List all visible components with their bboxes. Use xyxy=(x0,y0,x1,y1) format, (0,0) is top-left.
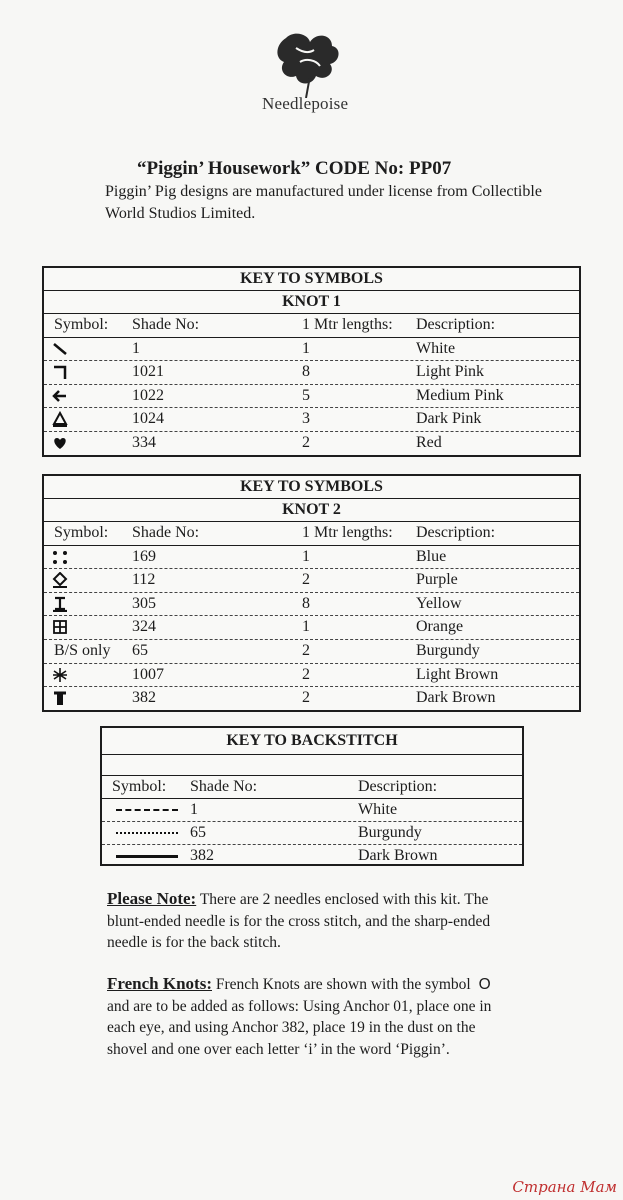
lengths: 8 xyxy=(302,363,310,381)
boxed-plus-icon xyxy=(52,619,68,635)
shade-no: 1 xyxy=(132,339,140,357)
dotted-line-icon xyxy=(116,832,178,834)
shade-no: 1 xyxy=(190,801,198,818)
description: Purple xyxy=(416,571,458,589)
description: White xyxy=(416,339,456,357)
backstitch-heading: KEY TO BACKSTITCH xyxy=(102,728,522,755)
lengths: 2 xyxy=(302,571,310,589)
backstitch-key-table xyxy=(100,726,524,866)
knot1-heading: KEY TO SYMBOLS xyxy=(44,268,579,291)
description: Dark Brown xyxy=(358,847,438,864)
please-note-text: There are 2 needles enclosed with this kit. The blunt-ended needle is for the cross stitch, and the sharp-ended needle is for the back stitch. xyxy=(107,891,491,951)
lengths: 8 xyxy=(302,594,310,612)
corner-hook-icon xyxy=(52,364,68,380)
description: Blue xyxy=(416,547,447,565)
knot1-subheading: KNOT 1 xyxy=(44,291,579,314)
please-note xyxy=(107,888,507,954)
knot2-key-table xyxy=(42,474,581,712)
col-description: Description: xyxy=(416,316,496,333)
knot2-heading: KEY TO SYMBOLS xyxy=(44,476,579,499)
shade-no: 1021 xyxy=(132,363,164,381)
watermark: Страна Мам xyxy=(512,1178,617,1196)
table-row xyxy=(44,616,579,640)
lengths: 1 xyxy=(302,339,310,357)
table-row xyxy=(44,687,579,710)
knot2-column-headers xyxy=(44,522,579,546)
col-symbol: Symbol: xyxy=(54,524,109,541)
french-knots-text-after: and are to be added as follows: Using Anchor 01, place one in each eye, and using Anchor 382, place 19 in the dust on the shovel and one over each letter ‘i’ in the word ‘Piggin’. xyxy=(107,997,492,1058)
t-bar-icon xyxy=(52,690,68,706)
description: Burgundy xyxy=(358,824,422,841)
shade-no: 305 xyxy=(132,594,156,612)
diagonal-stroke-icon xyxy=(52,341,68,357)
col-shade: Shade No: xyxy=(132,524,200,541)
table-row xyxy=(44,546,579,570)
col-shade: Shade No: xyxy=(132,316,200,333)
lengths: 2 xyxy=(302,433,310,451)
col-lengths: 1 Mtr lengths: xyxy=(302,524,393,541)
shade-no: 65 xyxy=(132,641,148,659)
lengths: 1 xyxy=(302,547,310,565)
table-row xyxy=(44,593,579,617)
table-row xyxy=(102,822,522,845)
description: Red xyxy=(416,433,442,451)
col-shade: Shade No: xyxy=(190,778,258,795)
table-row xyxy=(44,664,579,688)
lengths: 2 xyxy=(302,665,310,683)
shade-no: 382 xyxy=(132,689,156,707)
table-row xyxy=(102,845,522,867)
document-title: “Piggin’ Housework” CODE No: PP07 xyxy=(137,158,452,179)
lengths: 3 xyxy=(302,410,310,428)
heart-icon xyxy=(52,435,68,451)
shade-no: 324 xyxy=(132,618,156,636)
shade-no: 1024 xyxy=(132,410,164,428)
description: Dark Brown xyxy=(416,689,496,707)
dashed-line-icon xyxy=(116,809,178,811)
solid-line-icon xyxy=(116,855,178,858)
description: Light Pink xyxy=(416,363,485,381)
knot2-subheading: KNOT 2 xyxy=(44,499,579,522)
col-description: Description: xyxy=(416,524,496,541)
description: White xyxy=(358,801,398,818)
description: Orange xyxy=(416,618,464,636)
asterisk-icon xyxy=(52,667,68,683)
left-arrow-icon xyxy=(52,388,68,404)
brand-name: Needlepoise xyxy=(262,94,349,113)
table-row xyxy=(44,338,579,362)
shade-no: 169 xyxy=(132,547,156,565)
col-symbol: Symbol: xyxy=(112,778,167,795)
backstitch-column-headers xyxy=(102,776,522,799)
diamond-icon xyxy=(52,572,68,588)
shade-no: 334 xyxy=(132,433,156,451)
table-spacer xyxy=(102,755,522,776)
table-row xyxy=(44,385,579,409)
lengths: 1 xyxy=(302,618,310,636)
flower-logo-icon xyxy=(266,28,356,98)
description: Medium Pink xyxy=(416,386,504,404)
shade-no: 382 xyxy=(190,847,214,864)
table-row xyxy=(102,799,522,822)
shade-no: 1007 xyxy=(132,665,164,683)
knot1-column-headers xyxy=(44,314,579,338)
description: Light Brown xyxy=(416,665,499,683)
french-knot-circle-icon: O xyxy=(478,976,491,993)
table-row xyxy=(44,569,579,593)
license-intro: Piggin’ Pig designs are manufactured under license from Collectible World Studios Limited. xyxy=(105,183,542,222)
table-row xyxy=(44,361,579,385)
table-row xyxy=(44,640,579,664)
table-row xyxy=(44,432,579,455)
table-row xyxy=(44,408,579,432)
description: Dark Pink xyxy=(416,410,482,428)
col-symbol: Symbol: xyxy=(54,316,109,333)
description: Yellow xyxy=(416,594,462,612)
french-knots-text-before: French Knots are shown with the symbol xyxy=(215,976,471,993)
col-lengths: 1 Mtr lengths: xyxy=(302,316,393,333)
lengths: 2 xyxy=(302,641,310,659)
shade-no: 1022 xyxy=(132,386,164,404)
description: Burgundy xyxy=(416,641,480,659)
french-knots-note xyxy=(107,973,507,1060)
please-note-label: Please Note: xyxy=(107,889,197,908)
four-dots-icon xyxy=(52,549,68,565)
shade-no: 65 xyxy=(190,824,206,841)
col-description: Description: xyxy=(358,778,438,795)
symbol-text: B/S only xyxy=(54,641,111,659)
shade-no: 112 xyxy=(132,571,156,589)
lengths: 2 xyxy=(302,689,310,707)
triangle-icon xyxy=(52,411,68,427)
knot1-key-table xyxy=(42,266,581,457)
i-beam-icon xyxy=(52,596,68,612)
french-knots-label: French Knots: xyxy=(107,974,212,993)
lengths: 5 xyxy=(302,386,310,404)
